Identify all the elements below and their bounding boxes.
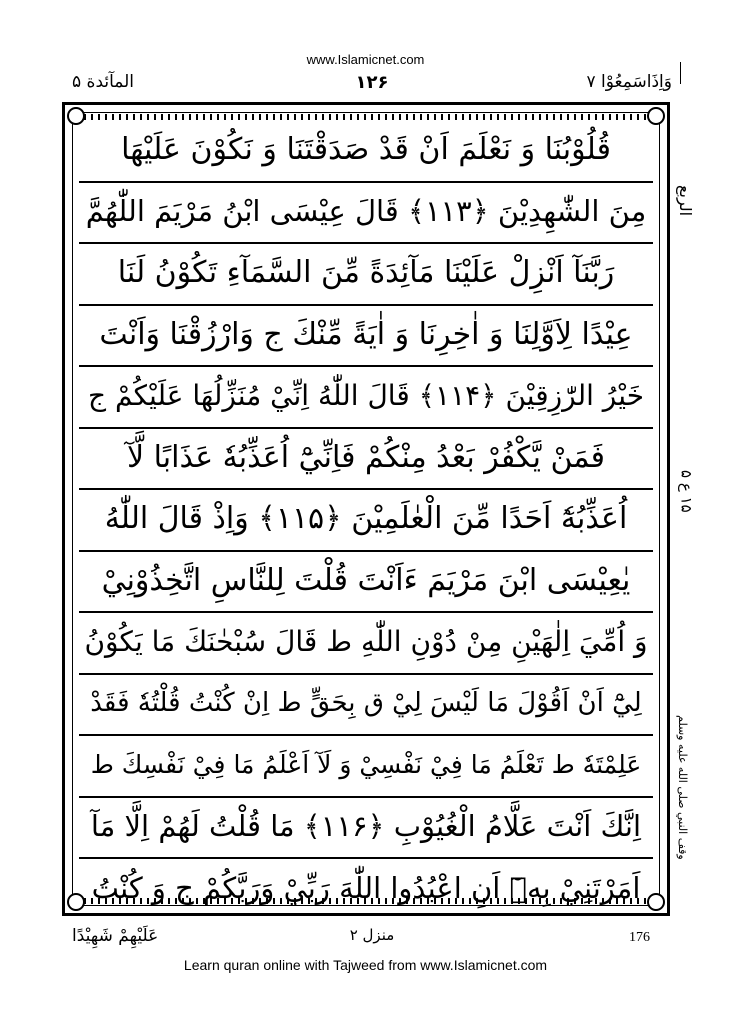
verse-line: وَ اُمِّيَ اِلٰهَيْنِ مِنْ دُوْنِ اللّٰهِ ط قَالَ سُبْحٰنَكَ مَا يَكُوْنُ [79, 611, 653, 675]
verse-line: خَيْرُ الرّٰزِقِيْنَ ﴿۱۱۴﴾ قَالَ اللّٰهُ اِنِّيْ مُنَزِّلُهَا عَلَيْكُمْ ج [79, 365, 653, 429]
top-site-url: www.Islamicnet.com [306, 52, 425, 67]
verse-line: قُلُوْبُنَا وَ نَعْلَمَ اَنْ قَدْ صَدَقْتَنَا وَ نَكُوْنَ عَلَيْهَا [79, 119, 653, 183]
verse-line: عَلِمْتَهٗ ط تَعْلَمُ مَا فِيْ نَفْسِيْ وَ لَآ اَعْلَمُ مَا فِيْ نَفْسِكَ ط [79, 734, 653, 798]
verse-line: مِنَ الشّٰهِدِيْنَ ﴿۱۱۳﴾ قَالَ عِيْسَى ابْنُ مَرْيَمَ اللّٰهُمَّ [79, 181, 653, 245]
manzil-label: منزل ۲ [349, 926, 395, 944]
verse-line: اُعَذِّبُهٗٓ اَحَدًا مِّنَ الْعٰلَمِيْنَ ﴿۱۱۵﴾ وَاِذْ قَالَ اللّٰهُ [79, 488, 653, 552]
page-frame [62, 102, 670, 916]
ruku-marker: ۱۵ ع ۵ [677, 470, 696, 513]
arabic-page-number: ۱۲۶ [355, 72, 389, 93]
verse-line: اَمَرْتَنِيْ بِهٖٓ اَنِ اعْبُدُوا اللّٰهَ رَبِّيْ وَرَبَّكُمْ ج وَ كُنْتُ [91, 870, 641, 905]
header-tick-divider [680, 62, 681, 84]
page-number: 176 [629, 930, 650, 945]
verse-line: يٰعِيْسَى ابْنَ مَرْيَمَ ءَاَنْتَ قُلْتَ لِلنَّاسِ اتَّخِذُوْنِيْ [79, 550, 653, 614]
juz-name: وَاِذَاسَمِعُوْا ۷ [586, 72, 672, 92]
rub-marker: الربع [676, 185, 695, 217]
page-header [72, 72, 672, 98]
verse-line: فَمَنْ يَّكْفُرْ بَعْدُ مِنْكُمْ فَاِنِّيْٓ اُعَذِّبُهٗ عَذَابًا لَّآ [79, 427, 653, 491]
catchword: عَلَيْهِمْ شَهِيْدًا [72, 926, 159, 946]
verse-line: اِنَّكَ اَنْتَ عَلَّامُ الْغُيُوْبِ ﴿۱۱۶﴾ مَا قُلْتُ لَهُمْ اِلَّا مَآ [79, 796, 653, 860]
verse-line: رَبَّنَآ اَنْزِلْ عَلَيْنَا مَآئِدَةً مِّنَ السَّمَآءِ تَكُوْنُ لَنَا [79, 242, 653, 306]
verse-lines [79, 119, 653, 905]
verse-line: لِيْٓ اَنْ اَقُوْلَ مَا لَيْسَ لِيْ ق بِحَقٍّ ط اِنْ كُنْتُ قُلْتُهٗ فَقَدْ [79, 673, 653, 737]
page-footer [72, 926, 672, 956]
bottom-site-url: Learn quran online with Tajweed from www.Islamicnet.com [183, 957, 548, 973]
waqf-note: وقف النبي صلى الله عليه وسلم [676, 715, 689, 860]
surah-name: المآئدة ۵ [72, 72, 135, 92]
verse-line: عِيْدًا لِاَوَّلِنَا وَ اٰخِرِنَا وَ اٰيَةً مِّنْكَ ج وَارْزُقْنَا وَاَنْتَ [79, 304, 653, 368]
